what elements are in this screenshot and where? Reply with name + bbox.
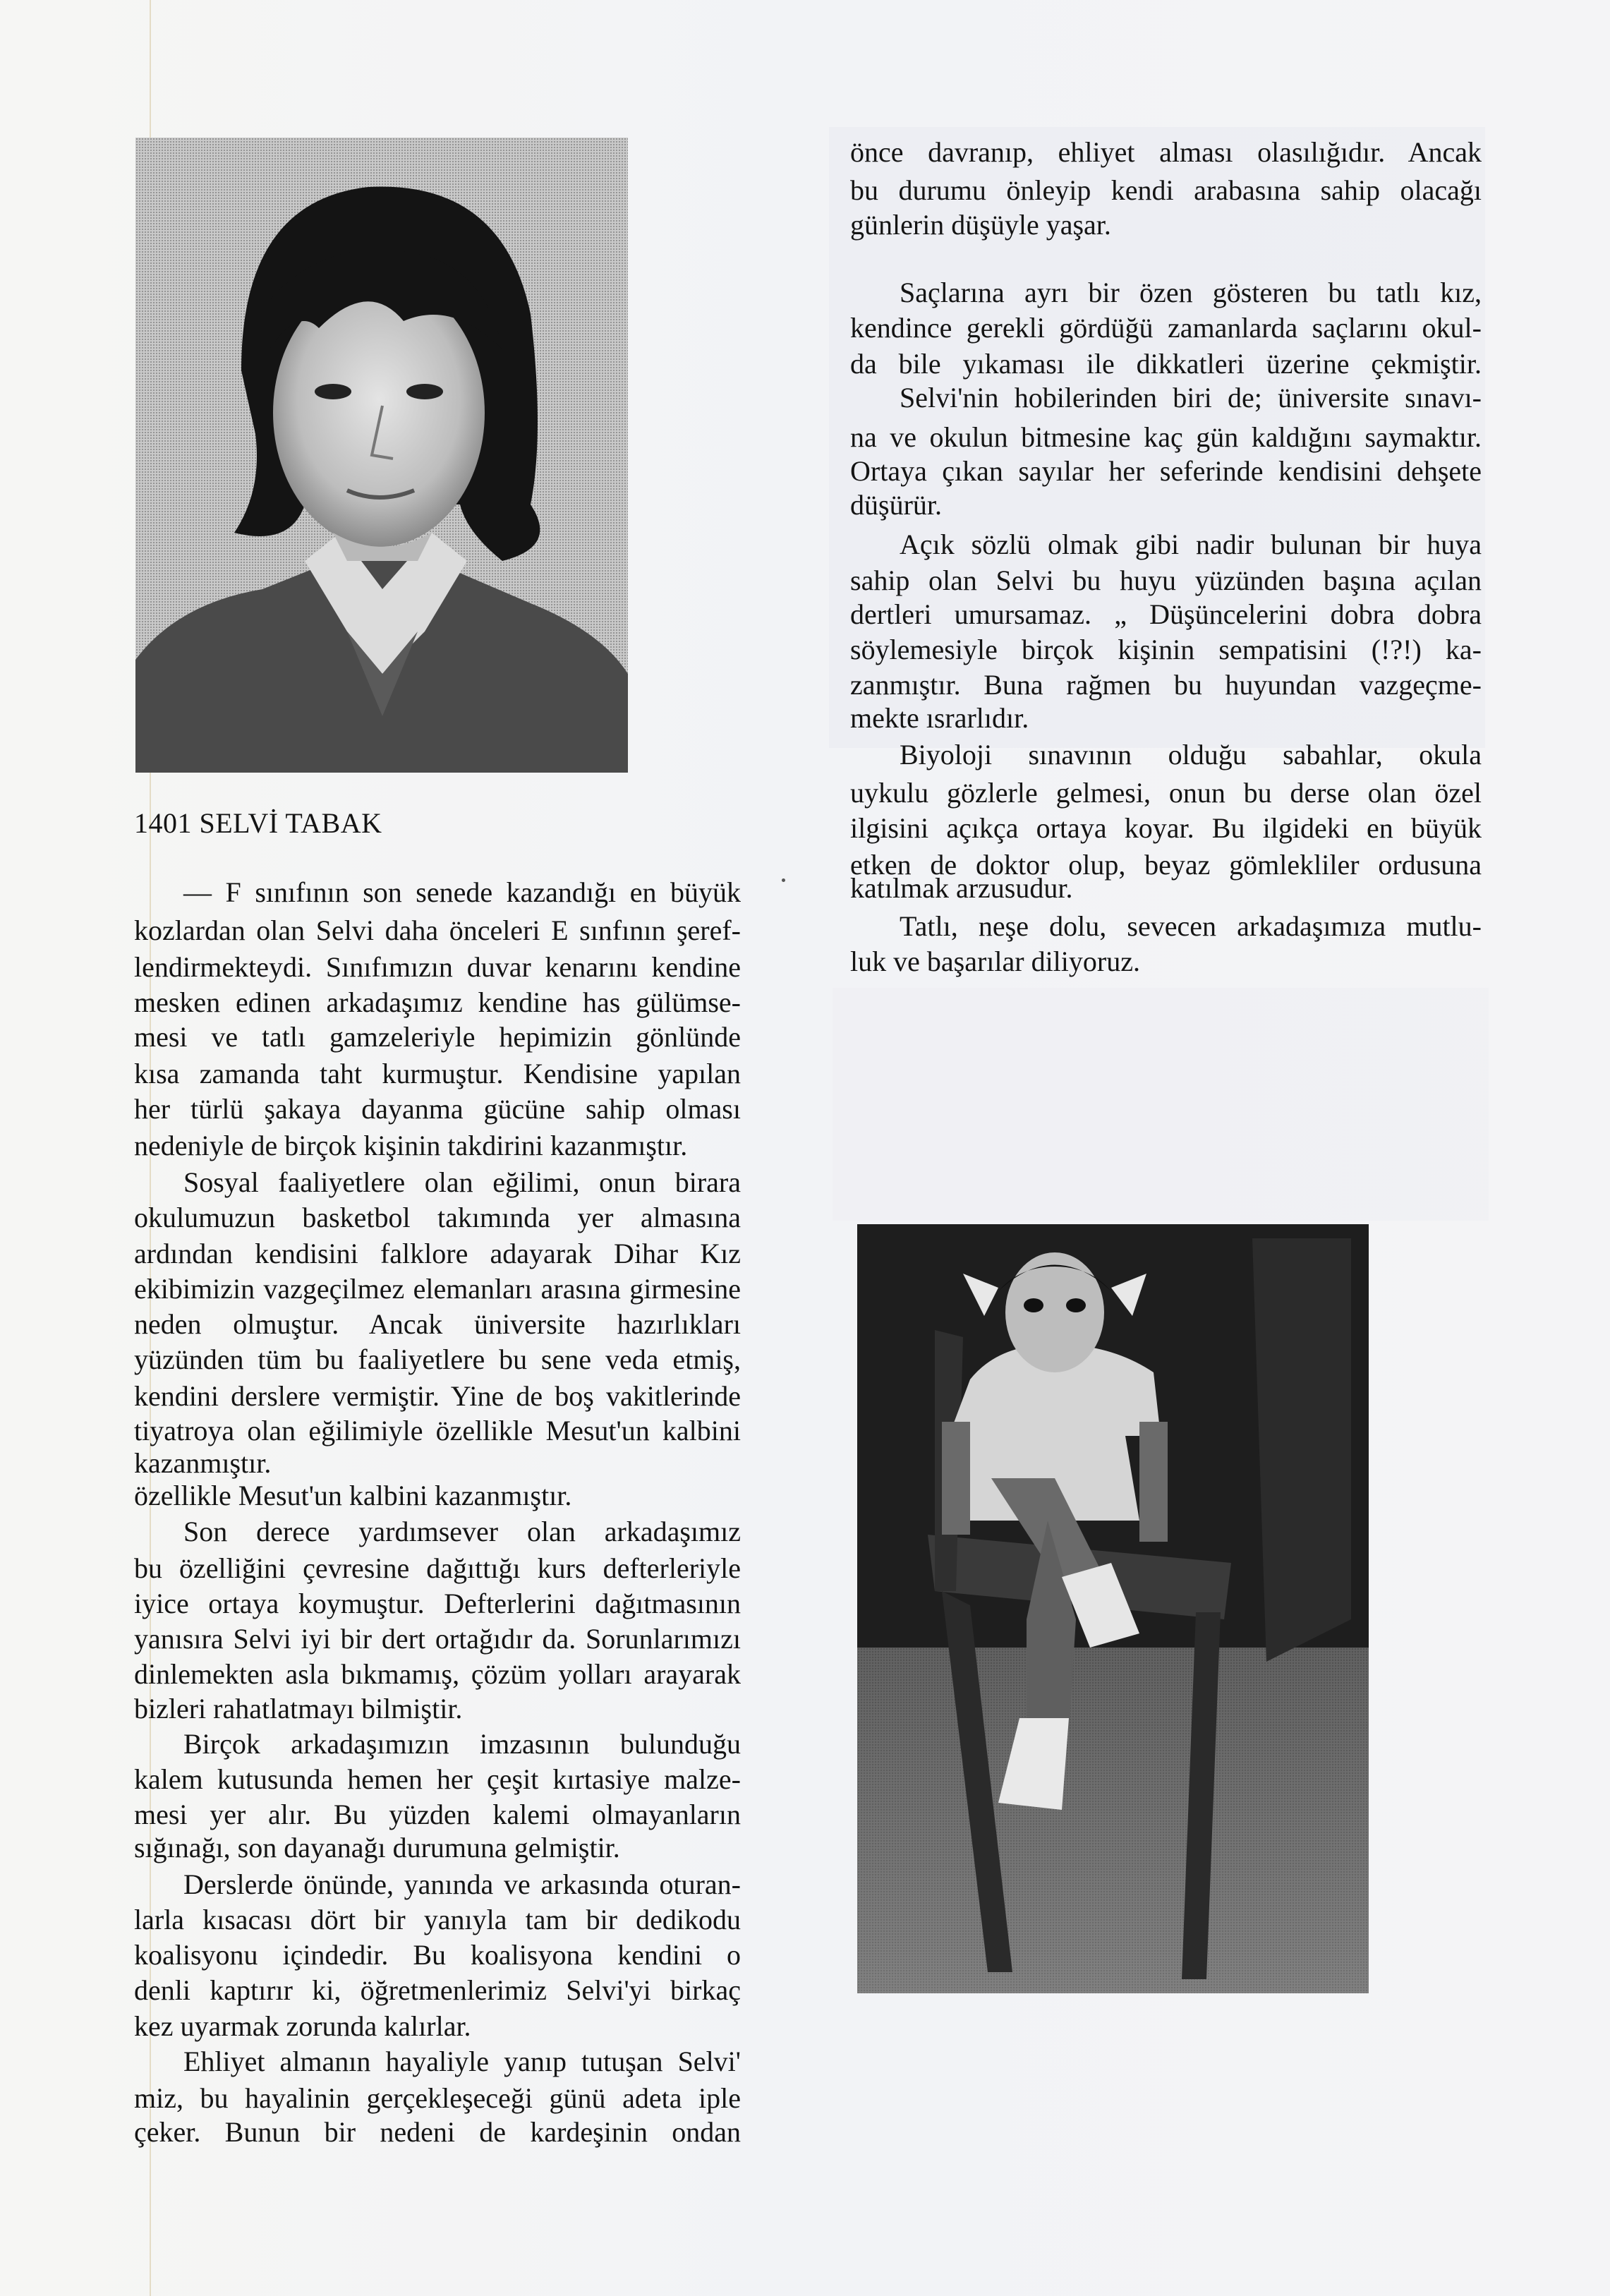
text-line: ardından kendisini falklore adayarak Dihar Kız xyxy=(134,1238,741,1269)
text-line: mekte ısrarlıdır. xyxy=(850,702,1029,734)
text-line: düşürür. xyxy=(850,489,942,521)
text-line: Derslerde önünde, yanında ve arkasında oturan- xyxy=(183,1868,741,1900)
text-line: Birçok arkadaşımızın imzasının bulunduğu xyxy=(183,1728,741,1760)
text-line: Tatlı, neşe dolu, sevecen arkadaşımıza mutlu- xyxy=(900,910,1482,942)
text-line: günlerin düşüyle yaşar. xyxy=(850,209,1111,241)
text-line: Saçlarına ayrı bir özen gösteren bu tatlı kız, xyxy=(900,277,1482,308)
text-line: mesi yer alır. Bu yüzden kalemi olmayanların xyxy=(134,1799,741,1830)
text-line: söylemesiyle birçok kişinin sempatisini (!?!) ka- xyxy=(850,634,1482,665)
showthrough-shade xyxy=(833,988,1489,1221)
text-line: mesken edinen arkadaşımız kendine has gülümse- xyxy=(134,986,741,1018)
text-line: Ortaya çıkan sayılar her seferinde kendisini dehşete xyxy=(850,455,1482,487)
student-name-heading: 1401 SELVİ TABAK xyxy=(134,807,382,839)
text-line: Selvi'nin hobilerinden biri de; üniversite sınavı- xyxy=(900,382,1482,413)
text-line: mesi ve tatlı gamzeleriyle hepimizin gönlünde xyxy=(134,1021,741,1053)
text-line: bizleri rahatlatmayı bilmiştir. xyxy=(134,1693,463,1724)
text-line: kısa zamanda taht kurmuştur. Kendisine yapılan xyxy=(134,1058,741,1089)
text-line: sığınağı, son dayanağı durumuna gelmiştir. xyxy=(134,1832,620,1863)
text-line: Biyoloji sınavının olduğu sabahlar, okula xyxy=(900,739,1482,771)
text-line: miz, bu hayalinin gerçekleşeceği günü adeta iple xyxy=(134,2082,741,2114)
text-line: tiyatroya olan eğilimiyle özellikle Mesut'un kalbini xyxy=(134,1415,741,1446)
text-line: kendince gerekli gördüğü zamanlarda saçlarını okul- xyxy=(850,312,1482,344)
text-line: kez uyarmak zorunda kalırlar. xyxy=(134,2010,471,2042)
text-line: kozlardan olan Selvi daha önceleri E sınfının şeref- xyxy=(134,914,741,946)
childhood-photo xyxy=(857,1224,1369,1993)
text-line: Son derece yardımsever olan arkadaşımız xyxy=(183,1516,741,1547)
text-line: özellikle Mesut'un kalbini kazanmıştır. xyxy=(134,1480,572,1511)
text-line: Sosyal faaliyetlere olan eğilimi, onun birara xyxy=(183,1166,741,1198)
text-line: çeker. Bunun bir nedeni de kardeşinin ondan xyxy=(134,2116,741,2148)
text-line: luk ve başarılar diliyoruz. xyxy=(850,945,1140,977)
childhood-photo-image xyxy=(857,1224,1369,1993)
text-line: yanısıra Selvi iyi bir dert ortağıdır da. Sorunlarımızı xyxy=(134,1623,741,1655)
text-line: lendirmekteydi. Sınıfımızın duvar kenarını kendine xyxy=(134,951,741,983)
text-line: — F sınıfının son senede kazandığı en büyük xyxy=(183,876,741,908)
text-line: denli kaptırır ki, öğretmenlerimiz Selvi'yi birkaç xyxy=(134,1974,741,2006)
text-line: koalisyonu içindedir. Bu koalisyona kendini o xyxy=(134,1939,741,1971)
text-line: nedeniyle de birçok kişinin takdirini kazanmıştır. xyxy=(134,1130,688,1161)
text-line: uykulu gözlerle gelmesi, onun bu derse olan özel xyxy=(850,777,1482,809)
portrait-photo-image xyxy=(135,138,628,773)
print-speck xyxy=(782,878,785,882)
text-line: okulumuzun basketbol takımında yer almasına xyxy=(134,1202,741,1233)
text-line: her türlü şakaya dayanma gücüne sahip olması xyxy=(134,1093,741,1125)
text-line: katılmak arzusudur. xyxy=(850,872,1073,904)
text-line: Ehliyet almanın hayaliyle yanıp tutuşan Selvi' xyxy=(183,2046,741,2077)
text-line: yüzünden tüm bu faaliyetlere bu sene veda etmiş, xyxy=(134,1343,741,1375)
text-line: larla kısacası dört bir yanıyla tam bir dedikodu xyxy=(134,1904,741,1935)
text-line: dinlemekten asla bıkmamış, çözüm yolları arayarak xyxy=(134,1658,741,1690)
portrait-photo xyxy=(135,138,628,773)
text-line: sahip olan Selvi bu huyu yüzünden başına açılan xyxy=(850,564,1482,596)
text-line: kalem kutusunda hemen her çeşit kırtasiye malze- xyxy=(134,1763,741,1795)
text-line: Açık sözlü olmak gibi nadir bulunan bir huya xyxy=(900,528,1482,560)
text-line: neden olmuştur. Ancak üniversite hazırlıkları xyxy=(134,1308,741,1340)
text-line: zanmıştır. Buna rağmen bu huyundan vazgeçme- xyxy=(850,669,1482,701)
text-line: ekibimizin vazgeçilmez elemanları arasına girmesine xyxy=(134,1273,741,1305)
text-line: kendini derslere vermiştir. Yine de boş vakitlerinde xyxy=(134,1380,741,1412)
text-line: etken de doktor olup, beyaz gömlekliler ordusuna xyxy=(850,849,1482,881)
text-line: dertleri umursamaz. „ Düşüncelerini dobra dobra xyxy=(850,598,1482,630)
text-line: na ve okulun bitmesine kaç gün kaldığını saymaktır. xyxy=(850,421,1482,453)
text-line: iyice ortaya koymuştur. Defterlerini dağıtmasının xyxy=(134,1588,741,1619)
text-line: bu durumu önleyip kendi arabasına sahip olacağı xyxy=(850,174,1482,206)
text-line: da bile yıkaması ile dikkatleri üzerine çekmiştir. xyxy=(850,348,1482,380)
text-line: kazanmıştır. xyxy=(134,1447,272,1479)
text-line: ilgisini açıkça ortaya koyar. Bu ilgideki en büyük xyxy=(850,812,1482,844)
text-line: önce davranıp, ehliyet alması olasılığıdır. Ancak xyxy=(850,136,1482,168)
text-line: bu özelliğini çevresine dağıttığı kurs defterleriyle xyxy=(134,1552,741,1584)
